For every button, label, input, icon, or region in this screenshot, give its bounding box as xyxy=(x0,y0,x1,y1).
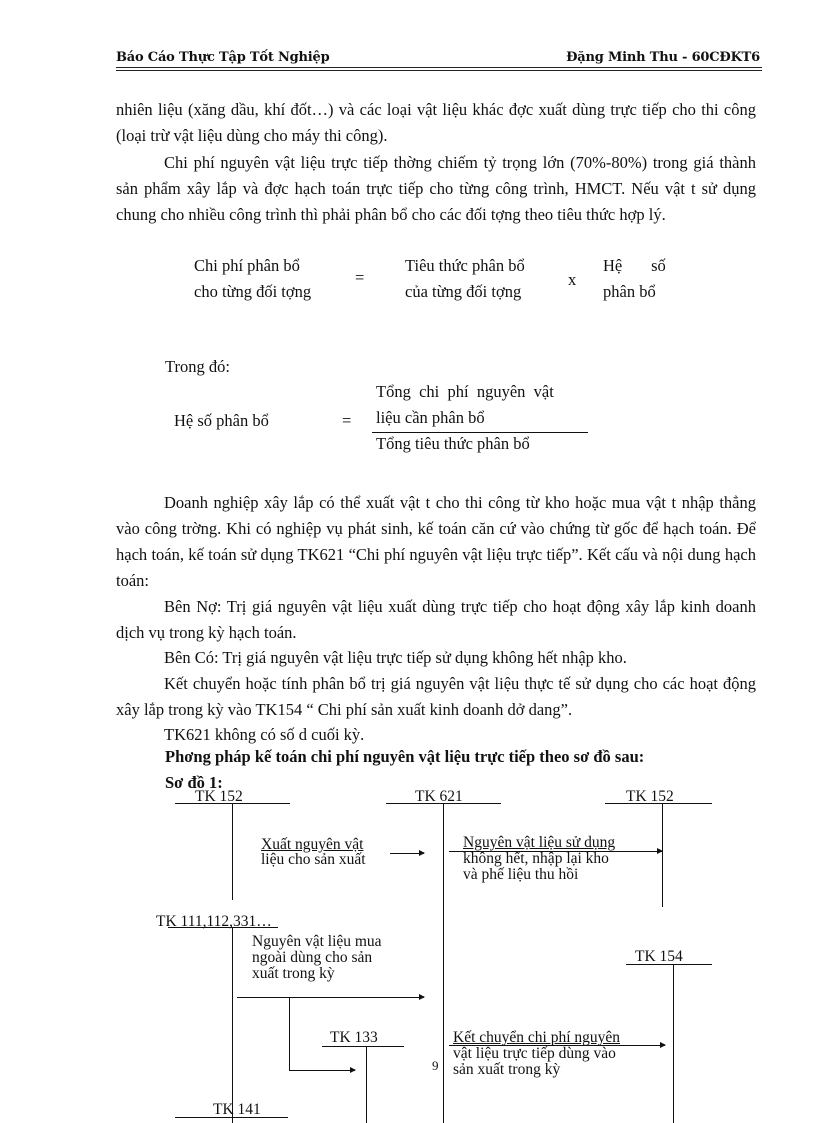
diagram-title: Sơ đồ 1: xyxy=(165,773,223,792)
account-tk133-stem xyxy=(366,1046,367,1123)
formula1-lhs-line2: cho từng đối tợng xyxy=(194,282,312,301)
account-tk154-stem xyxy=(673,964,674,1123)
label-transfer-cost-2: vật liệu trực tiếp dùng vào xyxy=(453,1045,616,1062)
formula2-denominator: Tổng tiêu thức phân bổ xyxy=(376,434,530,453)
account-tk152-right: TK 152 xyxy=(626,788,674,805)
formula1-mid-line1: Tiêu thức phân bổ xyxy=(405,256,525,275)
label-transfer-cost-3: sản xuất trong kỳ xyxy=(453,1061,561,1078)
label-purchased-1: Nguyên vật liệu mua xyxy=(252,933,382,950)
paragraph-credit: Bên Có: Trị giá nguyên vật liệu trực tiếp sử dụng không hết nhập kho. xyxy=(164,648,627,667)
formula1-equals: = xyxy=(355,268,365,287)
arrow-return-to-tk152 xyxy=(449,851,662,852)
method-heading: Phơng pháp kế toán chi phí nguyên vật liệu trực tiếp theo sơ đồ sau: xyxy=(165,747,645,766)
account-tk152-left: TK 152 xyxy=(195,788,243,805)
label-issue-materials-2: liệu cho sản xuất xyxy=(261,851,366,868)
formula1-lhs-line1: Chi phí phân bổ xyxy=(194,256,300,275)
formula2-numerator-line2: liệu cần phân bổ xyxy=(376,408,485,427)
account-tk154: TK 154 xyxy=(635,948,683,965)
account-tk133: TK 133 xyxy=(330,1029,378,1046)
page-number: 9 xyxy=(432,1058,439,1073)
label-issue-materials-1: Xuất nguyên vật xyxy=(261,836,364,853)
label-returned-materials-1: Nguyên vật liệu sử dụng xyxy=(463,834,616,851)
label-purchased-3: xuất trong kỳ xyxy=(252,965,335,982)
paragraph-debit: Bên Nợ: Trị giá nguyên vật liệu xuất dùng trực tiếp cho hoạt động xây lắp kinh doanh dịch vụ trong kỳ hạch toán. xyxy=(116,597,756,642)
account-tk111-bar xyxy=(168,927,278,928)
account-tk111-stem xyxy=(232,927,233,1123)
formula1-mid-line2: của từng đối tợng xyxy=(405,282,522,301)
arrow-transfer-to-tk154 xyxy=(449,1045,665,1046)
label-returned-materials-2: không hết, nhập lại kho xyxy=(463,850,609,867)
report-header-author: Đặng Minh Thu - 60CĐKT6 xyxy=(566,50,760,65)
report-header-title: Báo Cáo Thực Tập Tốt Nghiệp xyxy=(116,50,330,65)
paragraph-2: Chi phí nguyên vật liệu trực tiếp thờng chiếm tỷ trọng lớn (70%-80%) trong giá thành sản phẩm xây lắp và đợc hạch toán trực tiếp cho từng công trình, HMCT. Nếu vật t sử dụng chung cho nhiều công trình thì phải phân bổ cho các đối tợng theo tiêu thức hợp lý. xyxy=(116,153,756,224)
paragraph-transfer: Kết chuyển hoặc tính phân bổ trị giá nguyên vật liệu thực tế sử dụng cho các hoạt động xây lắp trong kỳ vào TK154 “ Chi phí sản xuất kinh doanh dở dang”. xyxy=(116,674,756,719)
account-tk154-bar xyxy=(626,964,712,965)
header-rule xyxy=(116,67,762,68)
paragraph-3: Doanh nghiệp xây lắp có thể xuất vật t cho thi công từ kho hoặc mua vật t nhập thẳng vào công trờng. Khi có nghiệp vụ phát sinh, kế toán căn cứ vào chứng từ gốc để hạch toán. Để hạch toán, kế toán sử dụng TK621 “Chi phí nguyên vật liệu trực tiếp”. Kết cấu và nội dung hạch toán: xyxy=(116,493,756,590)
formula2-numerator-line1: Tổng chi phí nguyên vật xyxy=(376,382,554,401)
branch-to-tk133 xyxy=(289,997,290,1070)
formula2-lhs: Hệ số phân bổ xyxy=(174,411,269,430)
arrow-purchase-to-tk621 xyxy=(237,997,424,998)
formula1-rhs-line2: phân bổ xyxy=(603,282,656,301)
where-label: Trong đó: xyxy=(165,357,230,376)
header-rule-double xyxy=(116,70,762,71)
account-tk141: TK 141 xyxy=(213,1101,261,1118)
account-tk621: TK 621 xyxy=(415,788,463,805)
account-tk152-right-bar xyxy=(605,803,712,804)
account-tk152-left-stem xyxy=(232,803,233,900)
account-tk621-stem xyxy=(443,803,444,1123)
paragraph-1: nhiên liệu (xăng dầu, khí đốt…) và các loại vật liệu khác đợc xuất dùng trực tiếp cho thi công (loại trừ vật liệu dùng cho máy thi công). xyxy=(116,100,756,145)
arrow-to-tk133 xyxy=(289,1070,355,1071)
account-tk133-bar xyxy=(322,1046,404,1047)
formula2-equals: = xyxy=(342,411,352,430)
label-purchased-2: ngoài dùng cho sản xyxy=(252,949,373,966)
label-returned-materials-3: và phế liệu thu hồi xyxy=(463,866,579,883)
account-tk141-bar xyxy=(175,1117,288,1118)
account-tk111-112-331: TK 111,112,331… xyxy=(156,913,272,930)
label-transfer-cost-1: Kết chuyển chi phí nguyên xyxy=(453,1029,621,1046)
account-tk152-right-stem xyxy=(662,803,663,907)
formula1-times: x xyxy=(568,270,577,289)
paragraph-balance: TK621 không có số d cuối kỳ. xyxy=(164,725,365,744)
arrow-issue-to-tk621 xyxy=(390,853,424,854)
formula1-rhs-line1: Hệ số xyxy=(603,256,666,275)
fraction-bar xyxy=(372,432,588,433)
